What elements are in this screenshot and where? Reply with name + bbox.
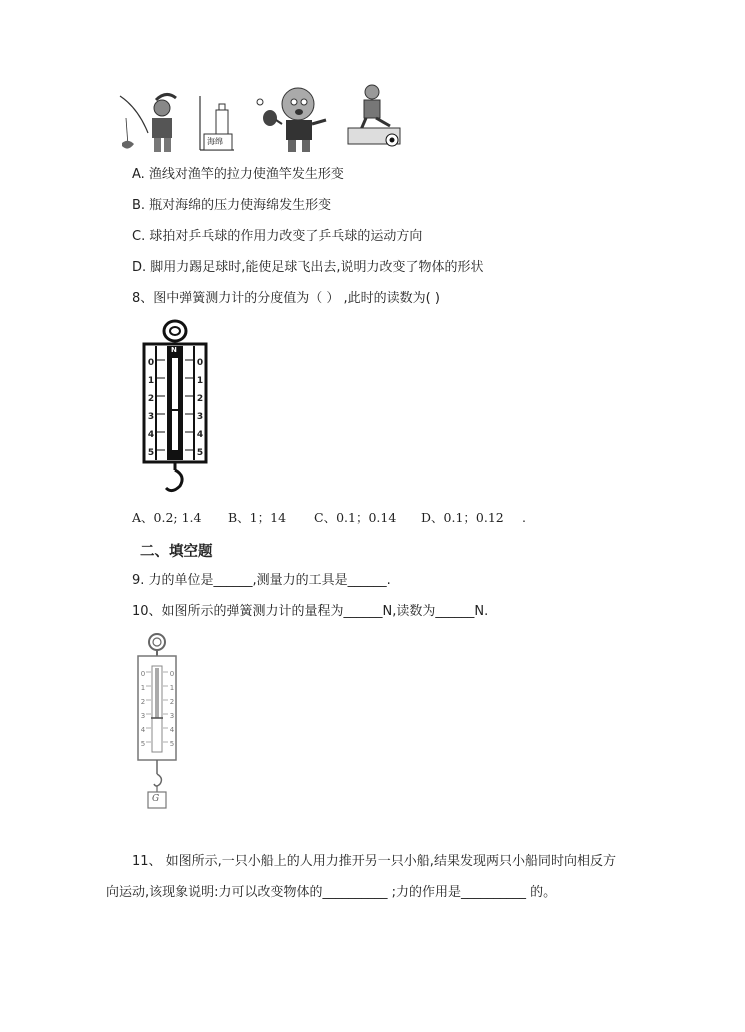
q9-text: 9. 力的单位是______,测量力的工具是______. bbox=[132, 573, 391, 588]
q8-spring-scale bbox=[140, 318, 210, 500]
q10-scale-right-numbers: 0 1 2 3 4 5 bbox=[169, 670, 175, 748]
fishing-illustration bbox=[118, 88, 186, 156]
q10-text: 10、如图所示的弹簧测力计的量程为______N,读数为______N. bbox=[132, 604, 489, 619]
q11-line2: 向运动,该现象说明:力可以改变物体的__________ ;力的作用是__________ 的。 bbox=[106, 885, 557, 900]
bottle-on-sponge-illustration bbox=[196, 96, 236, 152]
q8-option-b: B、1；14 bbox=[228, 510, 287, 525]
q7-option-c: C. 球拍对乒乓球的作用力改变了乒乓球的运动方向 bbox=[132, 229, 423, 244]
q10-weight-label: G bbox=[152, 794, 160, 804]
q8-option-d: D、0.1；0.12 bbox=[421, 510, 504, 525]
soccer-kick-illustration bbox=[346, 82, 404, 150]
q8-option-c: C、0.1；0.14 bbox=[314, 510, 397, 525]
q8-scale-unit: N bbox=[171, 346, 177, 354]
q10-scale-left-numbers: 0 1 2 3 4 5 bbox=[140, 670, 146, 748]
q7-option-b: B. 瓶对海绵的压力使海绵发生形变 bbox=[132, 198, 332, 213]
q8-option-a: A、0.2; 1.4 bbox=[132, 510, 202, 525]
q8-scale-right-numbers: 0 1 2 3 4 5 bbox=[196, 358, 204, 458]
q7-option-d: D. 脚用力踢足球时,能使足球飞出去,说明力改变了物体的形状 bbox=[132, 260, 484, 275]
q8-scale-left-numbers: 0 1 2 3 4 5 bbox=[147, 358, 155, 458]
q8-trailing-dot: . bbox=[522, 510, 526, 525]
q8-stem: 8、图中弹簧测力计的分度值为（ ） ,此时的读数为( ) bbox=[132, 291, 440, 306]
section-title-fill-in: 二、填空题 bbox=[140, 544, 213, 560]
q10-spring-scale bbox=[136, 632, 182, 812]
q11-line1: 11、 如图所示,一只小船上的人用力推开另一只小船,结果发现两只小船同时向相反方 bbox=[132, 854, 616, 869]
q7-option-a: A. 渔线对渔竿的拉力使渔竿发生形变 bbox=[132, 167, 344, 182]
sponge-label: 海绵 bbox=[207, 137, 223, 146]
ping-pong-illustration bbox=[254, 80, 334, 154]
